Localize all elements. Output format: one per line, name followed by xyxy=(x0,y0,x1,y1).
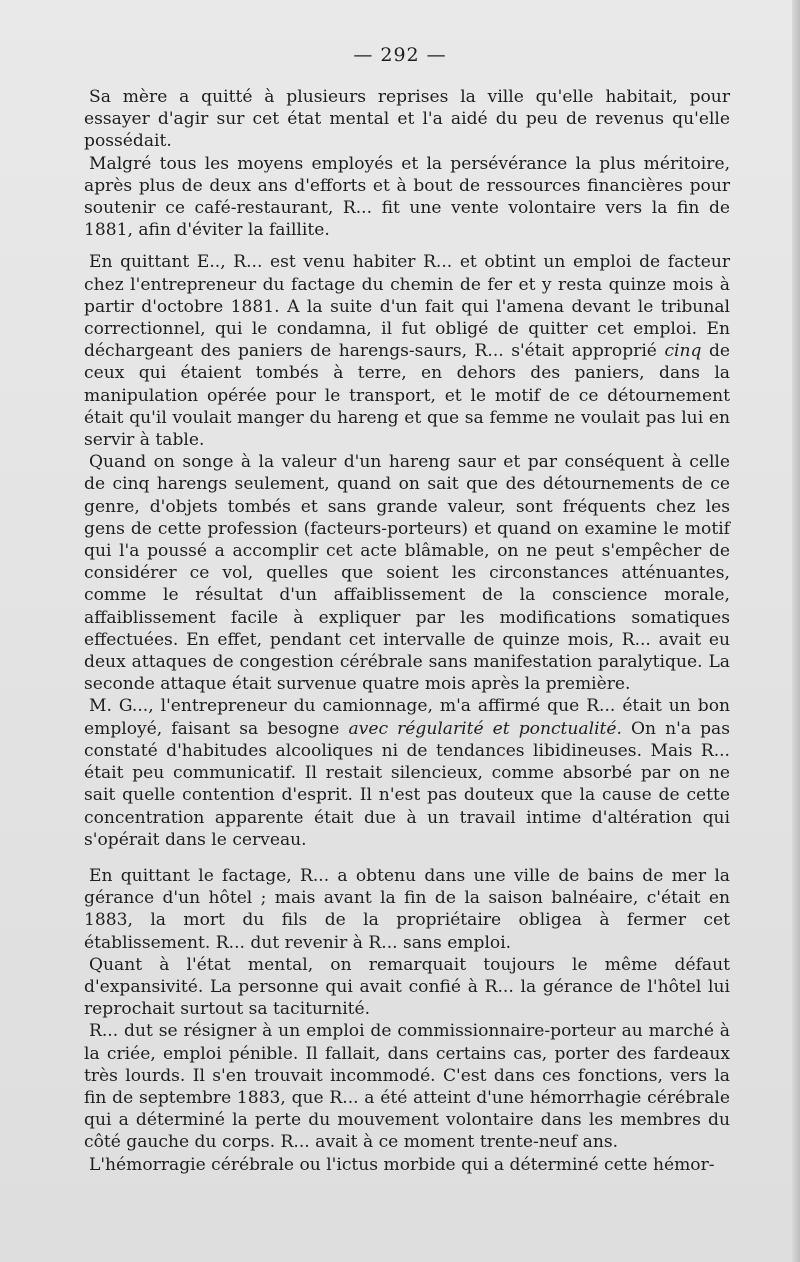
paragraph-7: Quant à l'état mental, on remarquait toujours le même défaut d'expansivité. La personne qui avait confié à R... la gérance de l'hôtel lui reprochait surtout sa taciturnité. xyxy=(84,954,730,1020)
paragraph-3-emphasis: cinq xyxy=(664,341,702,362)
paragraph-5-text-a: M. G..., l'entrepreneur du camionnage, m'a affirmé que R... était un bon employé, faisant sa besogne xyxy=(84,696,730,739)
body-text xyxy=(84,86,730,1176)
page-edge-shadow xyxy=(792,0,800,1262)
paragraph-3-text-a: En quittant E.., R... est venu habiter R... et obtint un emploi de facteur chez l'entrepreneur du factage du chemin de fer et y resta quinze mois à partir d'octobre 1881. A la suite d'un fait qui l'amena devant le tribunal correctionnel, qui le condamna, il fut obligé de quitter cet emploi. En déchargeant des paniers de harengs-saurs, R... s'était approprié xyxy=(84,252,730,362)
paragraph-4: Quand on songe à la valeur d'un hareng saur et par conséquent à celle de cinq harengs seulement, quand on sait que des détournements de ce genre, d'objets tombés et sans grande valeur, sont fréquents chez les gens de cette profession (facteurs-porteurs) et quand on examine le motif qui l'a poussé a accomplir cet acte blâmable, on ne peut s'empêcher de considérer ce vol, quelles que soient les circonstances atténuantes, comme le résultat d'un affaiblissement de la conscience morale, affaiblissement facile à expliquer par les modifications somatiques effectuées. En effet, pendant cet intervalle de quinze mois, R... avait eu deux attaques de congestion cérébrale sans manifestation paralytique. La seconde attaque était survenue quatre mois après la première. xyxy=(84,452,730,695)
paragraph-2: Malgré tous les moyens employés et la persévérance la plus méritoire, après plus de deux ans d'efforts et à bout de ressources financières pour soutenir ce café-restaurant, R... fit une vente volontaire vers la fin de 1881, afin d'éviter la faillite. xyxy=(84,153,730,241)
paragraph-1: Sa mère a quitté à plusieurs reprises la ville qu'elle habitait, pour essayer d'agir sur cet état mental et l'a aidé du peu de revenus qu'elle possédait. xyxy=(84,87,730,152)
paragraph-5-emphasis: avec régularité et ponctualité. xyxy=(348,718,622,739)
paragraph-6: En quittant le factage, R... a obtenu dans une ville de bains de mer la gérance d'un hôtel ; mais avant la fin de la saison balnéaire, c'était en 1883, la mort du fils de la propriétaire obligea à fermer cet établissement. R... dut revenir à R... sans emploi. xyxy=(84,865,730,953)
paragraph-5-text-b: On n'a pas constaté d'habitudes alcooliques ni de tendances libidineuses. Mais R... était peu communicatif. Il restait silencieux, comme absorbé par on ne sait quelle contention d'esprit. Il n'est pas douteux que la cause de cette concentration apparente était due à un travail intime d'altération qui s'opérait dans le cerveau. xyxy=(84,718,730,850)
paragraph-3-text-b: de ceux qui étaient tombés à terre, en dehors des paniers, dans la manipulation opérée pour le transport, et le motif de ce détournement était qu'il voulait manger du hareng et que sa femme ne voulait pas lui en servir à table. xyxy=(84,341,730,451)
page-number-header: — 292 — xyxy=(353,44,447,66)
paragraph-3 xyxy=(84,251,730,451)
paragraph-5 xyxy=(84,695,730,850)
paragraph-8: R... dut se résigner à un emploi de commissionnaire-porteur au marché à la criée, emploi pénible. Il fallait, dans certains cas, porter des fardeaux très lourds. Il s'en trouvait incommodé. C'est dans ces fonctions, vers la fin de septembre 1883, que R... a été atteint d'une hémorrhagie cérébrale qui a déterminé la perte du mouvement volontaire dans les membres du côté gauche du corps. R... avait à ce moment trente-neuf ans. xyxy=(84,1021,730,1153)
paragraph-9: L'hémorragie cérébrale ou l'ictus morbide qui a déterminé cette hémor- xyxy=(89,1154,715,1175)
